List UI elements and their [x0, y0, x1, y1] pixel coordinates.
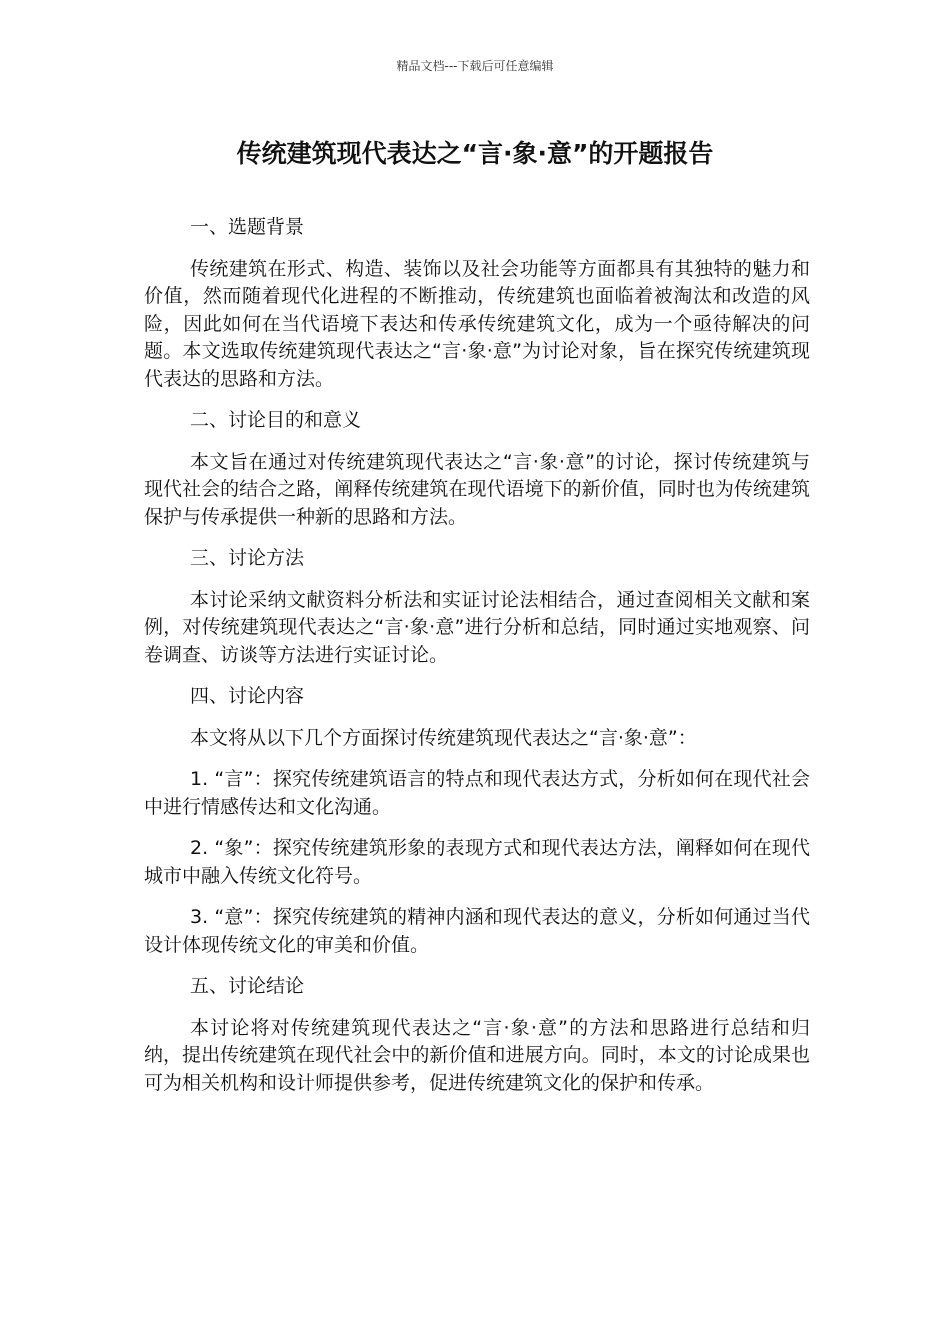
- header-note: 精品文档---下载后可任意编辑: [396, 59, 554, 73]
- section-heading: 三、讨论方法: [190, 547, 305, 569]
- section-heading: 二、讨论目的和意义: [190, 409, 362, 431]
- paragraph: 本文旨在通过对传统建筑现代表达之“言·象·意”的讨论，探讨传统建筑与现代社会的结合之路，阐释传统建筑在现代语境下的新价值，同时也为传统建筑保护与传承提供一种新的思路和方法。: [144, 450, 810, 528]
- list-item: 1. “言”：探究传统建筑语言的特点和现代表达方式，分析如何在现代社会中进行情感传达和文化沟通。: [144, 768, 810, 818]
- paragraph: 本讨论采纳文献资料分析法和实证讨论法相结合，通过查阅相关文献和案例，对传统建筑现代表达之“言·象·意”进行分析和总结，同时通过实地观察、问卷调查、访谈等方法进行实证讨论。: [144, 588, 810, 666]
- paragraph: 传统建筑在形式、构造、装饰以及社会功能等方面都具有其独特的魅力和价值，然而随着现代化进程的不断推动，传统建筑也面临着被淘汰和改造的风险，因此如何在当代语境下表达和传承传统建筑文化，成为一个亟待解决的问题。本文选取传统建筑现代表达之“言·象·意”为讨论对象，旨在探究传统建筑现代表达的思路和方法。: [144, 257, 810, 390]
- section-purpose: [144, 407, 810, 531]
- section-method: [144, 545, 810, 669]
- section-content: [144, 683, 810, 959]
- section-conclusion: [144, 973, 810, 1097]
- paragraph: 本文将从以下几个方面探讨传统建筑现代表达之“言·象·意”：: [190, 726, 697, 749]
- document-body: [144, 214, 810, 1111]
- section-heading: 五、讨论结论: [190, 975, 305, 997]
- list-item: 2. “象”：探究传统建筑形象的表现方式和现代表达方法，阐释如何在现代城市中融入传统文化符号。: [144, 837, 810, 887]
- document-title: 传统建筑现代表达之“言·象·意”的开题报告: [236, 139, 714, 168]
- list-item: 3. “意”：探究传统建筑的精神内涵和现代表达的意义，分析如何通过当代设计体现传统文化的审美和价值。: [144, 906, 810, 956]
- section-background: [144, 214, 810, 393]
- section-heading: 四、讨论内容: [190, 685, 305, 707]
- paragraph: 本讨论将对传统建筑现代表达之“言·象·意”的方法和思路进行总结和归纳，提出传统建筑在现代社会中的新价值和进展方向。同时，本文的讨论成果也可为相关机构和设计师提供参考，促进传统建筑文化的保护和传承。: [144, 1016, 810, 1094]
- section-heading: 一、选题背景: [190, 216, 305, 238]
